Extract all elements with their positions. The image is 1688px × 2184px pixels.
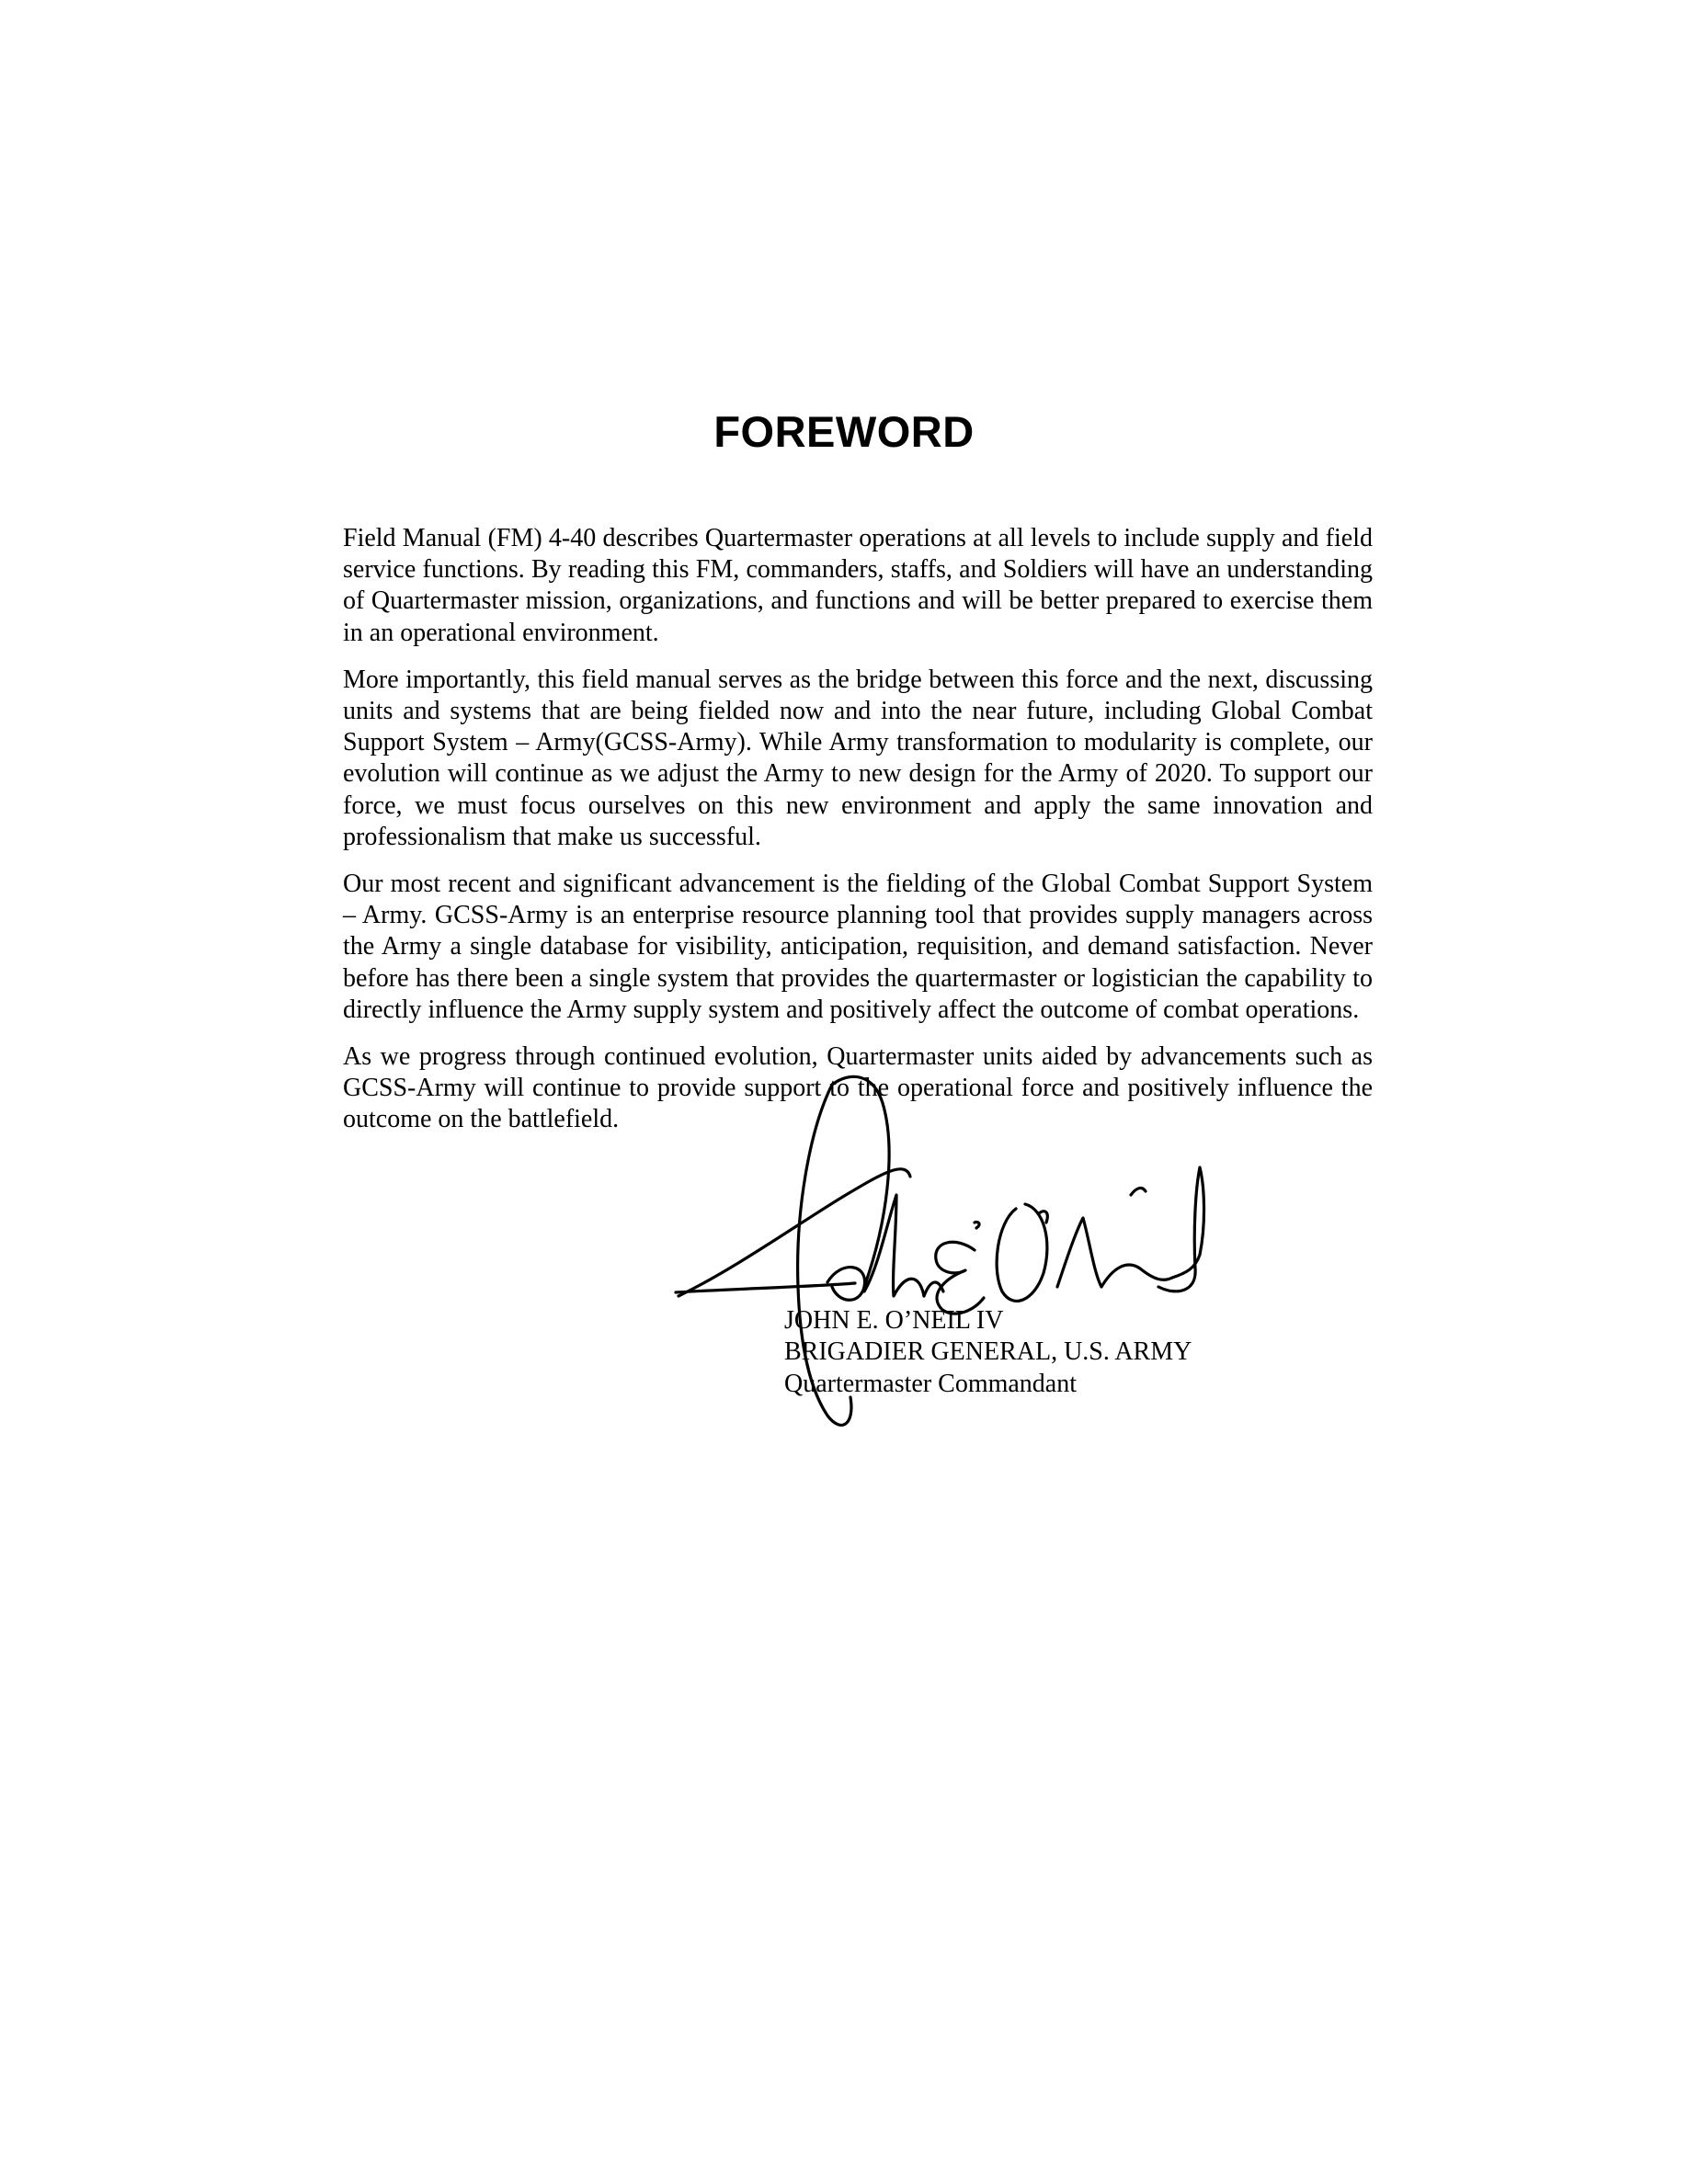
- foreword-body: [343, 523, 1373, 1152]
- page-title: FOREWORD: [713, 407, 975, 456]
- signatory-position: Quartermaster Commandant: [784, 1369, 1078, 1398]
- paragraph: Our most recent and significant advancement is the fielding of the Global Combat Support System – Army. GCSS-Army is an enterprise resource planning tool that provides supply managers across the Army a single database for visibility, anticipation, requisition, and demand satisfaction. Never before has there been a single system that provides the quartermaster or logistician the capability to directly influence the Army supply system and positively affect the outcome of combat operations.: [343, 870, 1373, 1024]
- paragraph: More importantly, this field manual serves as the bridge between this force and the next, discussing units and systems that are being fielded now and into the near future, including Global Combat Support System – Army(GCSS-Army). While Army transformation to modularity is complete, our evolution will continue as we adjust the Army to new design for the Army of 2020. To support our force, we must focus ourselves on this new environment and apply the same innovation and professionalism that make us successful.: [343, 665, 1373, 851]
- signatory-name: JOHN E. O’NEIL IV: [784, 1306, 1004, 1335]
- signature-block: [784, 1305, 1192, 1400]
- paragraph: As we progress through continued evolution, Quartermaster units aided by advancements such as GCSS-Army will continue to provide support to the operational force and positively influence the outcome on the battlefield.: [343, 1042, 1373, 1134]
- paragraph: Field Manual (FM) 4-40 describes Quartermaster operations at all levels to include supply and field service functions. By reading this FM, commanders, staffs, and Soldiers will have an understanding of Quartermaster mission, organizations, and functions and will be better prepared to exercise them in an operational environment.: [343, 524, 1373, 647]
- signatory-rank: BRIGADIER GENERAL, U.S. ARMY: [784, 1337, 1192, 1367]
